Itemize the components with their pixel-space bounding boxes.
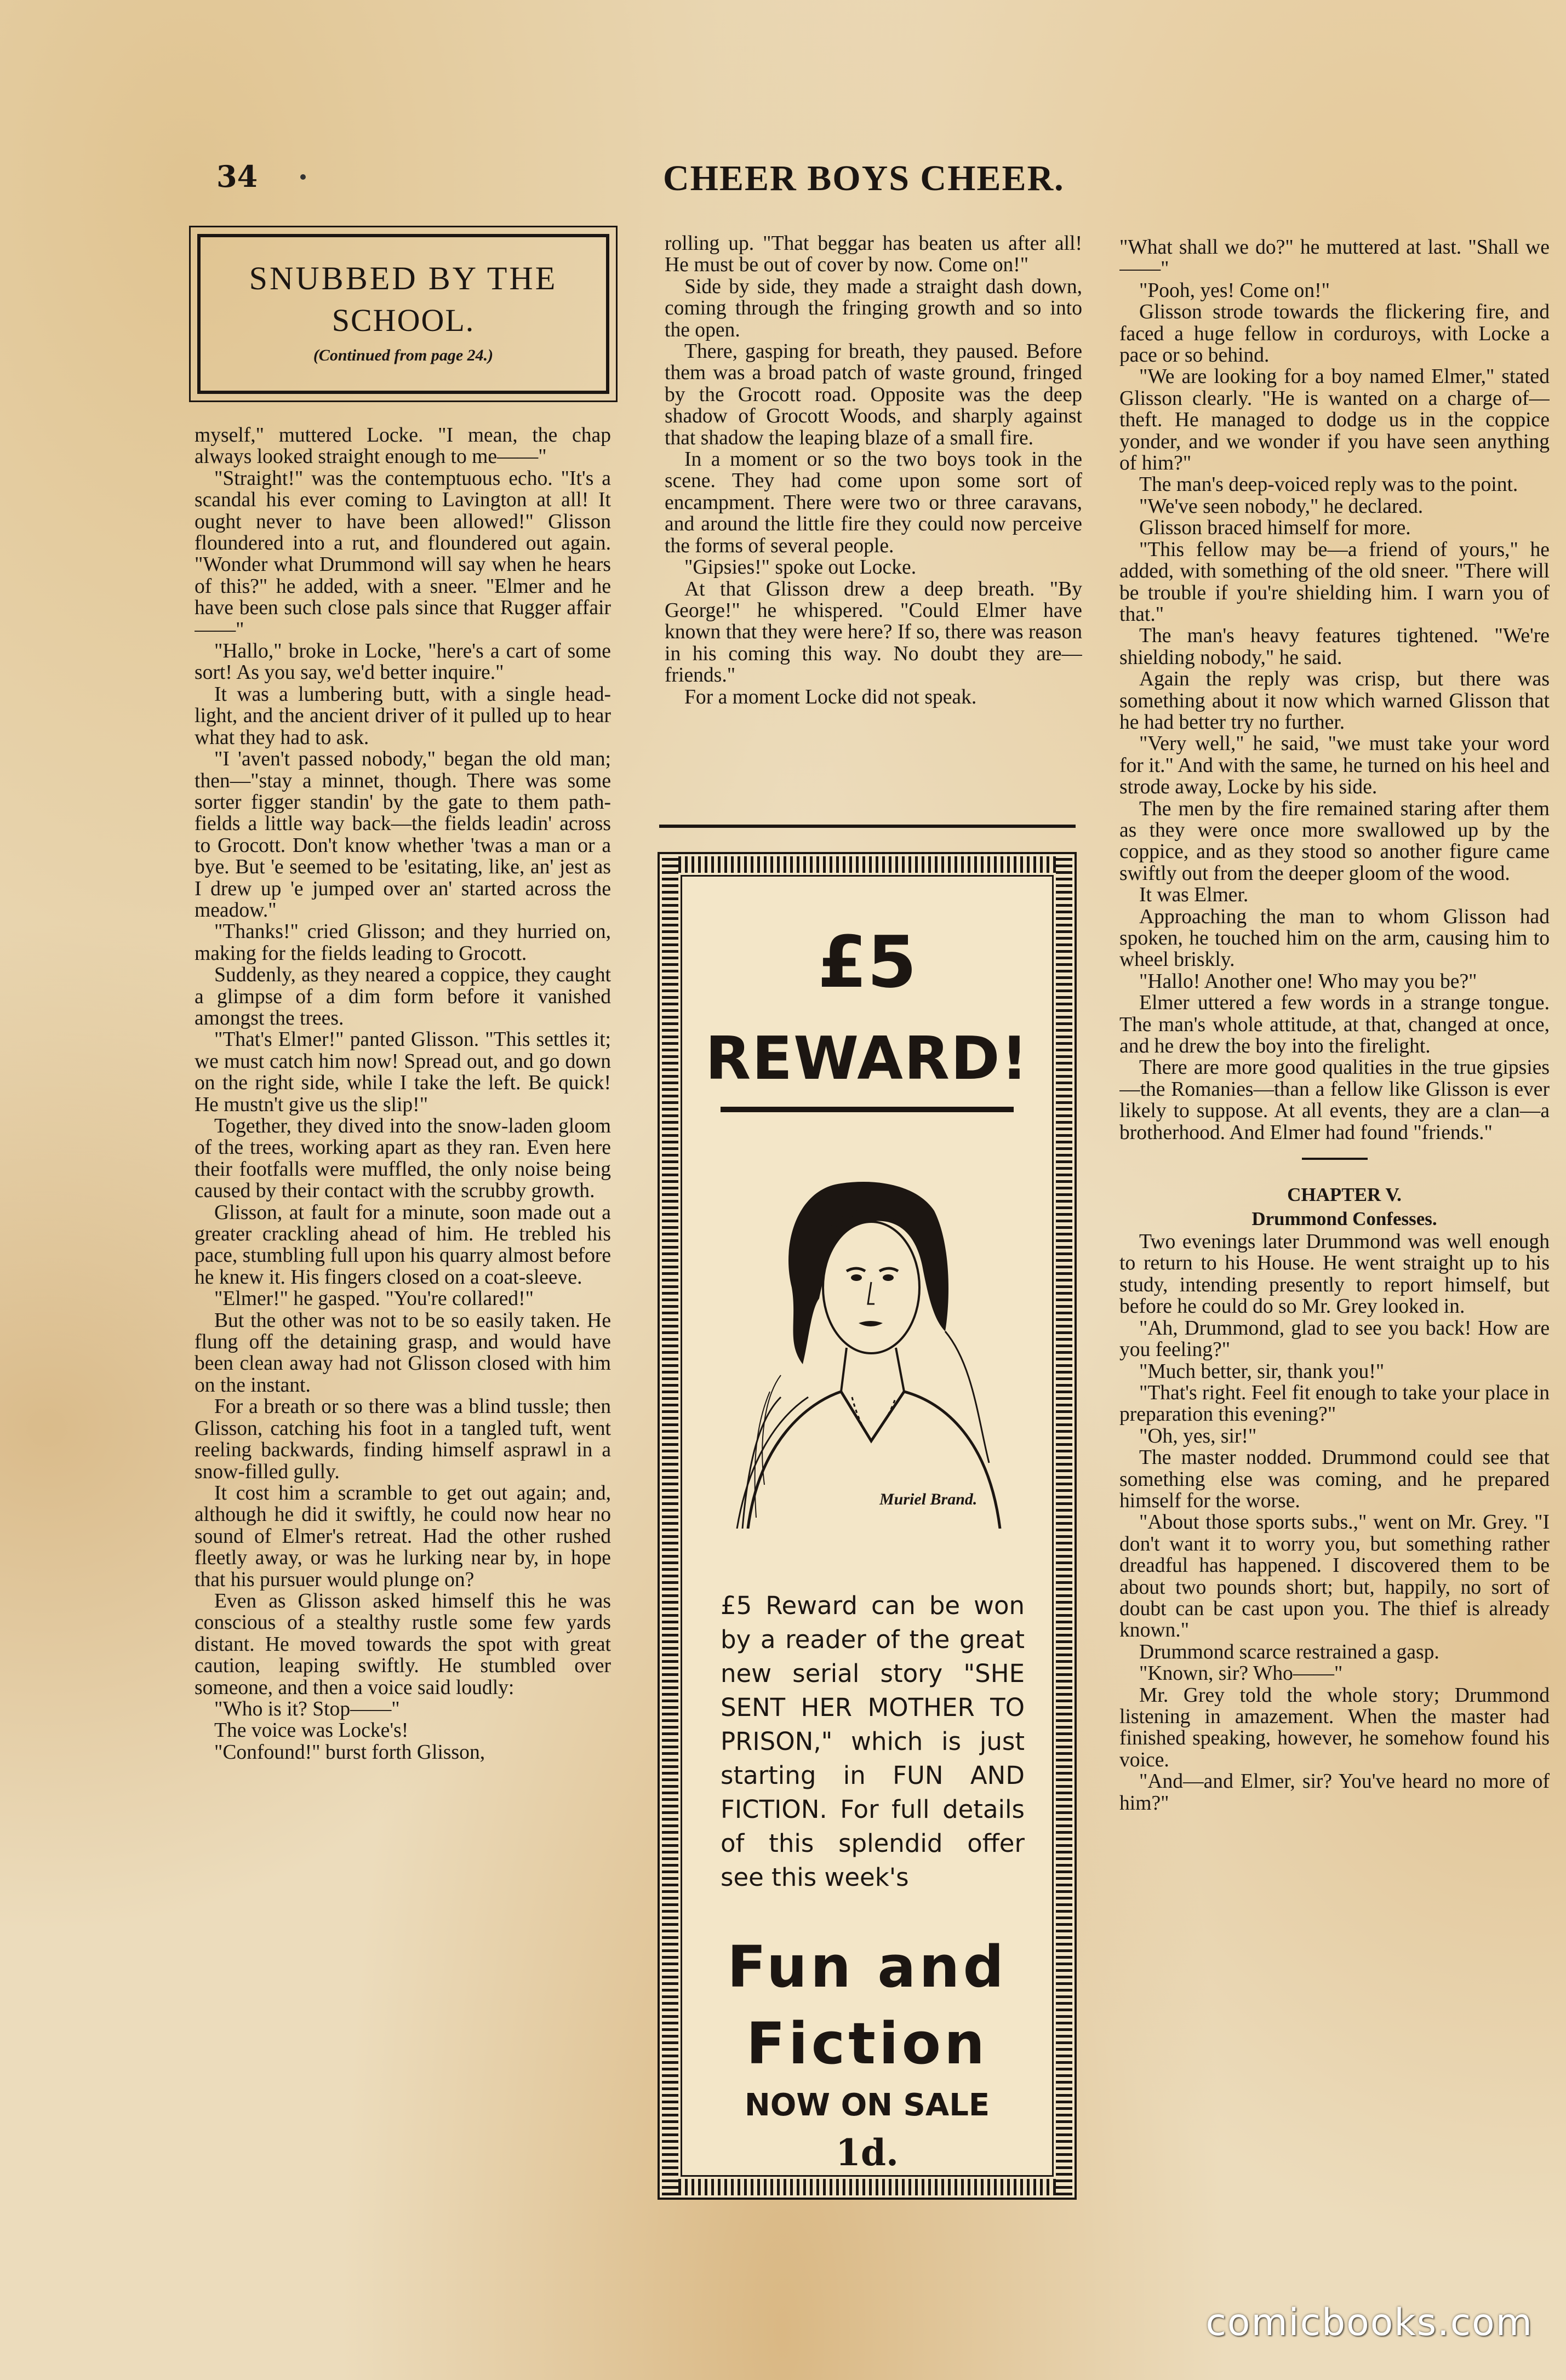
paragraph: For a breath or so there was a blind tussle; then Glisson, catching his foot in a tangled tuft, went reeling backwards, finding himself asprawl in a snow-filled gully.: [195, 1395, 611, 1483]
paragraph: "Straight!" was the contemptuous echo. "It's a scandal his ever coming to Lavington at all! It ought never to have been allowed!" Glisson floundered into a rut, and floundered out again. "Wonder what Drummond will say when he hears of this?" he added, with a sneer. "Elmer and he have been such close pals since that Rugger affair——": [195, 467, 611, 641]
story-title-box: [197, 234, 609, 394]
paragraph: The master nodded. Drummond could see that something else was coming, and he prepared himself for the worse.: [1119, 1446, 1550, 1512]
paragraph: Again the reply was crisp, but there was something about it now which warned Glisson that he had better try no further.: [1119, 668, 1550, 734]
paragraph: The man's deep-voiced reply was to the point.: [1139, 473, 1518, 496]
paragraph: Elmer uttered a few words in a strange tongue. The man's whole attitude, at that, changed at once, and he drew the boy into the firelight.: [1119, 992, 1550, 1058]
chapter-title: Drummond Confesses.: [1251, 1208, 1437, 1230]
paragraph: myself," muttered Locke. "I mean, the chap always looked straight enough to me——": [195, 425, 611, 468]
paragraph: Drummond scarce restrained a gasp.: [1139, 1640, 1439, 1663]
paragraph: It was Elmer.: [1139, 884, 1249, 907]
paragraph: Mr. Grey told the whole story; Drummond listening in amazement. When the master had finished speaking, however, he somehow found his voice.: [1119, 1684, 1550, 1771]
paragraph: It cost him a scramble to get out again; and, although he did it swiftly, he could now hear no sound of Elmer's retreat. Had the other rushed fleetly away, or was he lurking near by, in hope that his pursuer would plunge on?: [195, 1481, 611, 1591]
paragraph: "Known, sir? Who——": [1139, 1662, 1343, 1685]
paragraph: "We've seen nobody," he declared.: [1139, 495, 1424, 518]
paragraph: In a moment or so the two boys took in the scene. They had come upon some sort of encampment. There were two or three caravans, and around the little fire they could now perceive the forms of several people.: [665, 448, 1082, 557]
site-watermark: comicbooks.com: [1205, 2301, 1533, 2344]
paragraph: Approaching the man to whom Glisson had spoken, he touched him on the arm, causing him to wheel briskly.: [1119, 905, 1550, 971]
paragraph: It was a lumbering butt, with a single head-light, and the ancient driver of it pulled up to hear what they had to ask.: [195, 683, 611, 749]
ad-inner-panel: [681, 875, 1054, 2177]
paragraph: The men by the fire remained staring after them as they were once more swallowed up by the coppice, and as they stood so another figure came swiftly out from the deeper gloom of the wood.: [1119, 797, 1550, 885]
paragraph: "Much better, sir, thank you!": [1139, 1360, 1385, 1383]
paragraph: rolling up. "That beggar has beaten us after all! He must be out of cover by now. Come on!": [665, 233, 1082, 277]
column-divider-rule: [659, 825, 1076, 828]
magazine-running-head: CHEER BOYS CHEER.: [663, 158, 1065, 198]
ad-rule: [721, 1107, 1014, 1112]
ad-headline: REWARD!: [705, 1025, 1029, 1093]
paragraph: "Pooh, yes! Come on!": [1139, 279, 1330, 302]
paragraph: "Confound!" burst forth Glisson,: [214, 1741, 485, 1764]
chapter-number: CHAPTER V.: [1287, 1184, 1402, 1206]
paragraph: "Elmer!" he gasped. "You're collared!": [214, 1288, 534, 1311]
paragraph: "That's right. Feel fit enough to take your place in preparation this evening?": [1119, 1381, 1550, 1426]
text-column-2: [665, 233, 1082, 808]
paragraph: Side by side, they made a straight dash down, coming through the fringing growth and so into the open.: [665, 275, 1082, 341]
ad-price: 1d.: [835, 2131, 899, 2174]
paragraph: Two evenings later Drummond was well enough to return to his House. He went straight up to his study, intending presently to report himself, but before he could do so Mr. Grey looked in.: [1119, 1231, 1550, 1318]
text-column-1: [195, 425, 611, 2189]
paragraph: The man's heavy features tightened. "We're shielding nobody," he said.: [1119, 625, 1550, 669]
paragraph: "Thanks!" cried Glisson; and they hurried on, making for the fields leading to Grocott.: [195, 920, 611, 965]
paragraph: For a moment Locke did not speak.: [684, 685, 977, 708]
paragraph: But the other was not to be so easily taken. He flung off the detaining grasp, and would have been clean away had not Glisson closed with him on the instant.: [195, 1309, 611, 1397]
ad-magazine-line2: Fiction: [746, 2010, 988, 2077]
paragraph: There are more good qualities in the true gipsies—the Romanies—than a fellow like Glisson is ever likely to suppose. At all events, they are a clan—a brotherhood. And Elmer had found "friends.": [1119, 1056, 1550, 1144]
muriel-brand-portrait: [715, 1134, 1022, 1529]
reward-advertisement: [658, 852, 1077, 2200]
paragraph: "This fellow may be—a friend of yours," he added, with something of the old sneer. "There will be trouble if you're shielding him. I warn you of that.": [1119, 538, 1550, 626]
ad-border-stripe: [662, 856, 678, 2195]
paragraph: "And—and Elmer, sir? You've heard no more of him?": [1119, 1770, 1550, 1815]
paragraph: "Hallo! Another one! Who may you be?": [1139, 970, 1477, 993]
paragraph: Suddenly, as they neared a coppice, they caught a glimpse of a dim form before it vanished amongst the trees.: [195, 964, 611, 1029]
paragraph: The voice was Locke's!: [214, 1719, 409, 1742]
ad-body-text: £5 Reward can be won by a reader of the great new serial story "SHE SENT HER MOTHER TO PRISON," which is just starting in FUN AND FICTION. For full details of this splendid offer see this week's: [721, 1591, 1025, 1892]
story-title-line2: SCHOOL.: [332, 302, 475, 338]
ad-border-stripe: [678, 2179, 1056, 2195]
ad-on-sale: NOW ON SALE: [744, 2087, 990, 2123]
paragraph: At that Glisson drew a deep breath. "By George!" he whispered. "Could Elmer have known that they were here? If so, there was reason in his coming this way. No doubt they are—friends.": [665, 577, 1082, 687]
paragraph: "Very well," he said, "we must take your word for it." And with the same, he turned on his heel and strode away, Locke by his side.: [1119, 733, 1550, 799]
paragraph: Glisson braced himself for more.: [1139, 517, 1411, 540]
paragraph: "What shall we do?" he muttered at last. "Shall we——": [1119, 237, 1550, 281]
ad-border-stripe: [678, 856, 1056, 873]
story-title-line1: SNUBBED BY THE: [249, 260, 558, 296]
paragraph: "That's Elmer!" panted Glisson. "This settles it; we must catch him now! Spread out, and go down on the right side, while I take the left. Be quick! He mustn't give us the slip!": [195, 1028, 611, 1116]
page-number-dot: [300, 174, 306, 180]
paragraph: "Ah, Drummond, glad to see you back! How are you feeling?": [1119, 1317, 1550, 1361]
paragraph: "Gipsies!" spoke out Locke.: [684, 556, 917, 579]
paragraph: "We are looking for a boy named Elmer," stated Glisson clearly. "He is wanted on a charge of—theft. He managed to dodge us in the coppice yonder, and we wonder if you have seen anything of him?": [1119, 365, 1550, 475]
paragraph: "I 'aven't passed nobody," began the old man; then—"stay a minnet, though. There was some sorter figger standin' by the gate to them path-fields a little way back—the fields leadin' across to Grocott. Don't know whether 'twas a man or a bye. But 'e seemed to be 'esitating, like, an' jest as I drew up 'e jumped over an' started across the meadow.": [195, 748, 611, 922]
paragraph: "About those sports subs.," went on Mr. Grey. "I don't want it to worry you, but something rather dreadful has happened. I discovered them to be about two pounds short; but, happily, no sort of doubt can be cast upon you. The thief is already known.": [1119, 1511, 1550, 1642]
paragraph: There, gasping for breath, they paused. Before them was a broad patch of waste ground, fringed by the Grocott road. Opposite was the deep shadow of Grocott Woods, and sharply against that shadow the leaping blaze of a small fire.: [665, 340, 1082, 449]
ad-magazine-name: [682, 1929, 1052, 2082]
continued-note: (Continued from page 24.): [313, 346, 494, 364]
paragraph: Glisson, at fault for a minute, soon made out a greater crackling ahead of him. He trebled his pace, stumbling full upon his quarry almost before he knew it. His fingers closed on a coat-sleeve.: [195, 1201, 611, 1289]
text-column-3: [1119, 237, 1550, 2204]
ad-magazine-line1: Fun and: [727, 1933, 1007, 2000]
ad-amount: £5: [818, 920, 917, 1004]
paragraph: "Oh, yes, sir!": [1139, 1424, 1257, 1448]
paragraph: Even as Glisson asked himself this he was conscious of a stealthy rustle some few yards distant. He moved towards the spot with great caution, leaping swiftly. He stumbled over someone, and then a voice said loudly:: [195, 1589, 611, 1699]
paragraph: Together, they dived into the snow-laden gloom of the trees, working apart as they ran. Even here their footfalls were muffled, the only noise being caused by their contact with the scrubby growth.: [195, 1115, 611, 1203]
paragraph: "Who is it? Stop——": [214, 1697, 400, 1720]
ad-border-stripe: [1056, 856, 1072, 2195]
page-number: 34: [216, 159, 258, 194]
paragraph: Glisson strode towards the flickering fire, and faced a huge fellow in corduroys, with Locke a pace or so behind.: [1119, 301, 1550, 367]
section-divider: [1302, 1158, 1368, 1160]
paragraph: "Hallo," broke in Locke, "here's a cart of some sort! As you say, we'd better inquire.": [195, 640, 611, 684]
portrait-caption: Muriel Brand.: [879, 1490, 978, 1508]
